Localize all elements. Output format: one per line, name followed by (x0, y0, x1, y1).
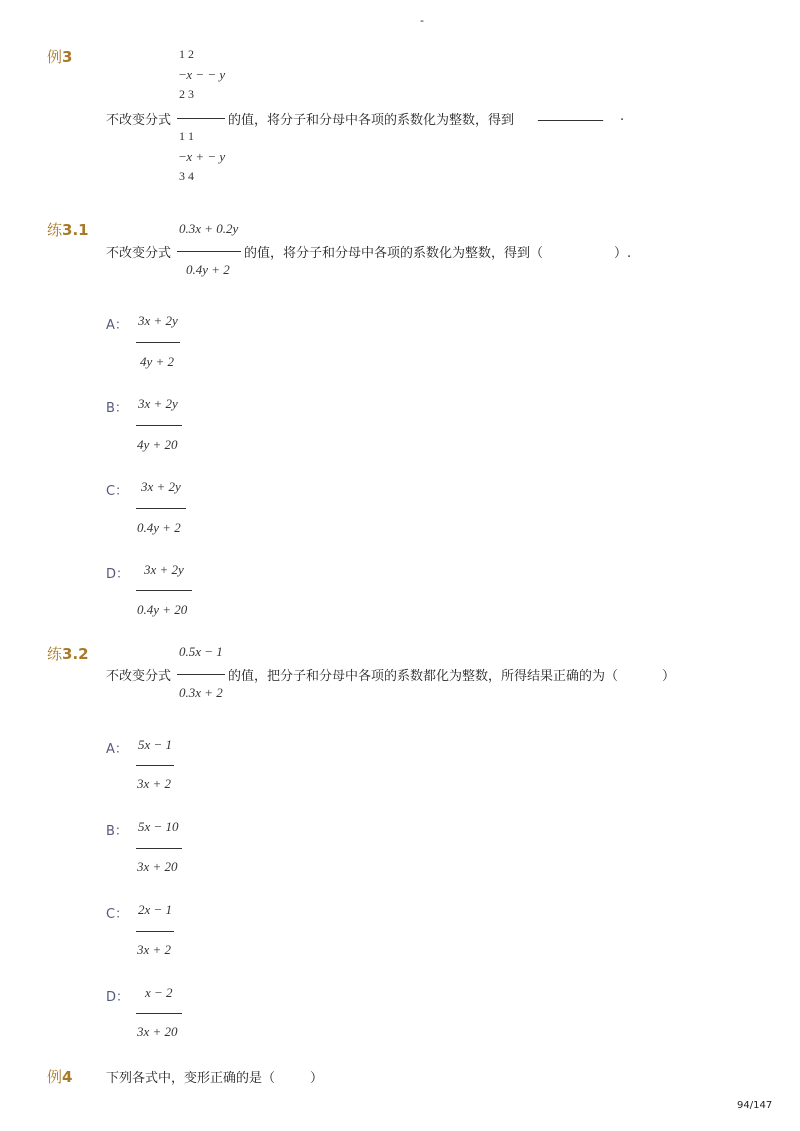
p32-option-c-bar (136, 931, 174, 932)
p32-option-a-bar (136, 765, 174, 766)
practice-3-2-label (47, 643, 89, 664)
label-prefix: 例 (47, 1068, 63, 1086)
p31-denominator: 0.4y + 2 (186, 262, 230, 277)
ex3-text-after: 的值，将分子和分母中各项的系数化为整数，得到 (228, 113, 515, 128)
p32-option-c-label[interactable]: C： (106, 907, 129, 922)
p32-option-b-num: 5x − 10 (138, 819, 179, 834)
p32-option-d-den: 3x + 20 (137, 1024, 178, 1039)
p31-option-c-bar (136, 508, 186, 509)
label-prefix: 练 (47, 221, 63, 239)
p31-option-b-bar (136, 425, 182, 426)
p32-text-before: 不改变分式 (106, 669, 172, 684)
p32-option-a-label[interactable]: A： (106, 742, 128, 757)
label-prefix: 例 (47, 48, 63, 66)
header-mark: - (420, 14, 424, 27)
p32-option-d-num: x − 2 (145, 985, 173, 1000)
p31-option-d-num: 3x + 2y (144, 562, 184, 577)
label-number: 3.1 (62, 221, 89, 239)
p31-option-d-bar (136, 590, 192, 591)
p32-option-c-num: 2x − 1 (138, 902, 173, 917)
example-3-label (47, 46, 72, 67)
p32-option-a-den: 3x + 2 (137, 776, 172, 791)
p31-option-a-den: 4y + 2 (140, 354, 175, 369)
p32-option-b-label[interactable]: B： (106, 824, 128, 839)
p31-option-a-label[interactable]: A： (106, 318, 128, 333)
p31-option-b-label[interactable]: B： (106, 401, 128, 416)
p31-text-after: 的值，将分子和分母中各项的系数化为整数，得到（ (244, 246, 544, 261)
p31-option-a-num: 3x + 2y (138, 313, 178, 328)
ex3-den-top: 1 1 (179, 129, 194, 143)
ex3-answer-blank: __________ (538, 107, 603, 122)
ex3-num-bot: 2 3 (179, 87, 194, 101)
p31-option-c-label[interactable]: C： (106, 484, 129, 499)
p32-option-b-bar (136, 848, 182, 849)
p32-text-end: ） (662, 669, 676, 684)
ex3-num-top: 1 2 (179, 47, 194, 61)
p32-denominator: 0.3x + 2 (179, 685, 223, 700)
example-4-label (47, 1066, 72, 1087)
p32-option-a-num: 5x − 1 (138, 737, 173, 752)
p32-option-d-bar (136, 1013, 182, 1014)
p32-option-b-den: 3x + 20 (137, 859, 178, 874)
ex3-den-expr: x + − y (186, 149, 226, 164)
p32-text-after: 的值，把分子和分母中各项的系数都化为整数，所得结果正确的为（ (228, 669, 619, 684)
p31-text-end: ）. (614, 246, 632, 261)
label-number: 3.2 (62, 645, 89, 663)
p31-numerator: 0.3x + 0.2y (179, 221, 239, 236)
label-number: 4 (62, 1068, 73, 1086)
p31-option-a-bar (136, 342, 180, 343)
p31-option-b-den: 4y + 20 (137, 437, 178, 452)
p32-option-c-den: 3x + 2 (137, 942, 172, 957)
p31-option-d-den: 0.4y + 20 (137, 602, 188, 617)
p31-option-c-den: 0.4y + 2 (137, 520, 181, 535)
p31-option-c-num: 3x + 2y (141, 479, 181, 494)
ex3-text-before: 不改变分式 (106, 113, 172, 128)
practice-3-1-label (47, 219, 89, 240)
p31-option-d-label[interactable]: D： (106, 567, 130, 582)
ex3-fraction-bar (177, 118, 225, 119)
label-prefix: 练 (47, 645, 63, 663)
p32-numerator: 0.5x − 1 (179, 644, 223, 659)
ex4-text: 下列各式中，变形正确的是（ (106, 1071, 276, 1086)
ex3-num-expr: x − − y (186, 67, 226, 82)
p31-option-b-num: 3x + 2y (138, 396, 178, 411)
p32-option-d-label[interactable]: D： (106, 990, 130, 1005)
ex3-den-mid: −x + − y (179, 149, 226, 164)
label-number: 3 (62, 48, 73, 66)
ex3-den-bot: 3 4 (179, 169, 194, 183)
ex3-end-period: . (620, 109, 625, 124)
ex4-text-end: ） (310, 1071, 324, 1086)
ex3-num-mid: −x − − y (179, 67, 226, 82)
p32-fraction-bar (177, 674, 225, 675)
page-number: 94/147 (737, 1100, 773, 1111)
p31-fraction-bar (177, 251, 241, 252)
p31-text-before: 不改变分式 (106, 246, 172, 261)
